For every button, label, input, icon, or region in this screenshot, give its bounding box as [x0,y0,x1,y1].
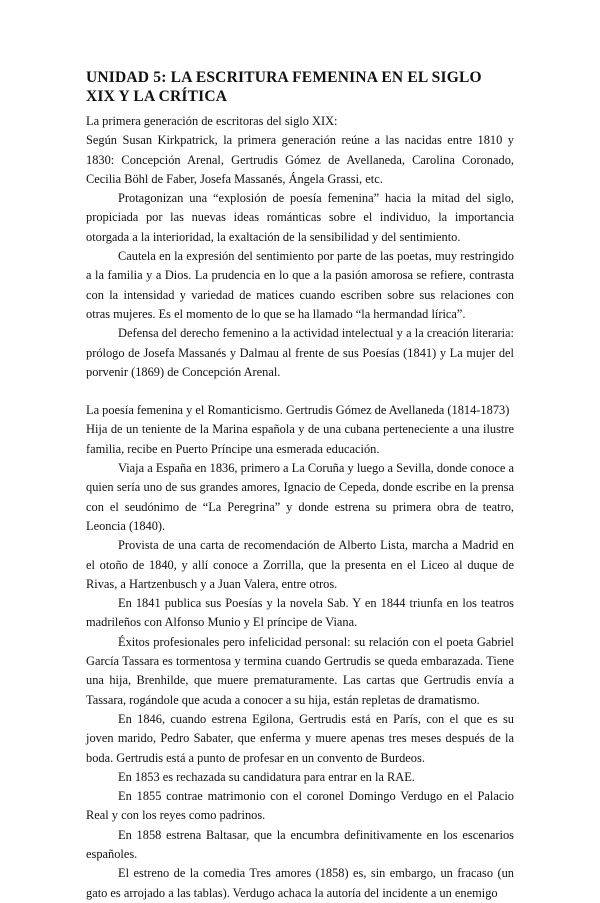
paragraph: Provista de una carta de recomendación de Alberto Lista, marcha a Madrid en el otoño de 1840, y allí conoce a Zorrilla, que la presenta en el Liceo al duque de Rivas, a Hartzenbusch y a Juan Valera, entre otros. [86,538,514,591]
paragraph: Según Susan Kirkpatrick, la primera generación reúne a las nacidas entre 1810 y 1830: Concepción Arenal, Gertrudis Gómez de Avellaneda, Carolina Coronado, Cecilia Böhl de Faber, Josefa Massanés, Ángela Grassi, etc. [86,133,514,186]
paragraph: Hija de un teniente de la Marina española y de una cubana perteneciente a una ilustre familia, recibe en Puerto Príncipe una esmerada educación. [86,422,514,456]
paragraph: En 1846, cuando estrena Egilona, Gertrudis está en París, con el que es su joven marido, Pedro Sabater, que enferma y muere apenas tres meses después de la boda. Gertrudis está a punto de profesar en un convento de Burdeos. [86,711,514,765]
paragraph: En 1853 es rechazada su candidatura para entrar en la RAE. [118,769,415,784]
section-heading-first-generation: La primera generación de escritoras del siglo XIX: [86,114,338,128]
paragraph: Viaja a España en 1836, primero a La Coruña y luego a Sevilla, donde conoce a quien sería uno de sus grandes amores, Ignacio de Cepeda, donde escribe en la prensa con el seudónimo de “La Peregrina” y donde estrena su primera obra de teatro, Leoncia (1840). [86,461,514,533]
page-title: UNIDAD 5: LA ESCRITURA FEMENINA EN EL SIGLO XIX Y LA CRÍTICA [86,69,482,105]
section-heading-avellaneda: La poesía femenina y el Romanticismo. Gertrudis Gómez de Avellaneda (1814-1873) [86,403,510,418]
paragraph: En 1855 contrae matrimonio con el coronel Domingo Verdugo en el Palacio Real y con los reyes como padrinos. [86,789,514,823]
paragraph: Defensa del derecho femenino a la actividad intelectual y a la creación literaria: prólogo de Josefa Massanés y Dalmau al frente de sus Poesías (1841) y La mujer del porvenir (1869) de Concepción Arenal. [86,326,514,379]
paragraph: El estreno de la comedia Tres amores (1858) es, sin embargo, un fracaso (un gato es arrojado a las tablas). Verdugo achaca la autoría del incidente a un enemigo [86,866,514,900]
paragraph: Cautela en la expresión del sentimiento por parte de las poetas, muy restringido a la familia y a Dios. La prudencia en lo que a la pasión amorosa se refiere, contrasta con la intensidad y variedad de matices cuando escriben sobre sus relaciones con otras mujeres. Es el momento de lo que se ha llamado “la hermandad lírica”. [86,249,514,321]
paragraph: Éxitos profesionales pero infelicidad personal: su relación con el poeta Gabriel García Tassara es tormentosa y termina cuando Gertrudis se queda embarazada. Tiene una hija, Brenhilde, que muere prematuramente. Las cartas que Gertrudis envía a Tassara, rogándole que acuda a conocer a su hija, están repletas de dramatismo. [86,634,514,707]
paragraph: Protagonizan una “explosión de poesía femenina” hacia la mitad del siglo, propiciada por las nuevas ideas románticas sobre el individuo, la importancia otorgada a la interioridad, la exaltación de la sensibilidad y del sentimiento. [86,191,514,244]
paragraph: En 1841 publica sus Poesías y la novela Sab. Y en 1844 triunfa en los teatros madrileños con Alfonso Munio y El príncipe de Viana. [86,596,514,630]
paragraph: En 1858 estrena Baltasar, que la encumbra definitivamente en los escenarios españoles. [86,827,514,861]
paragraph-spacer [86,382,514,401]
